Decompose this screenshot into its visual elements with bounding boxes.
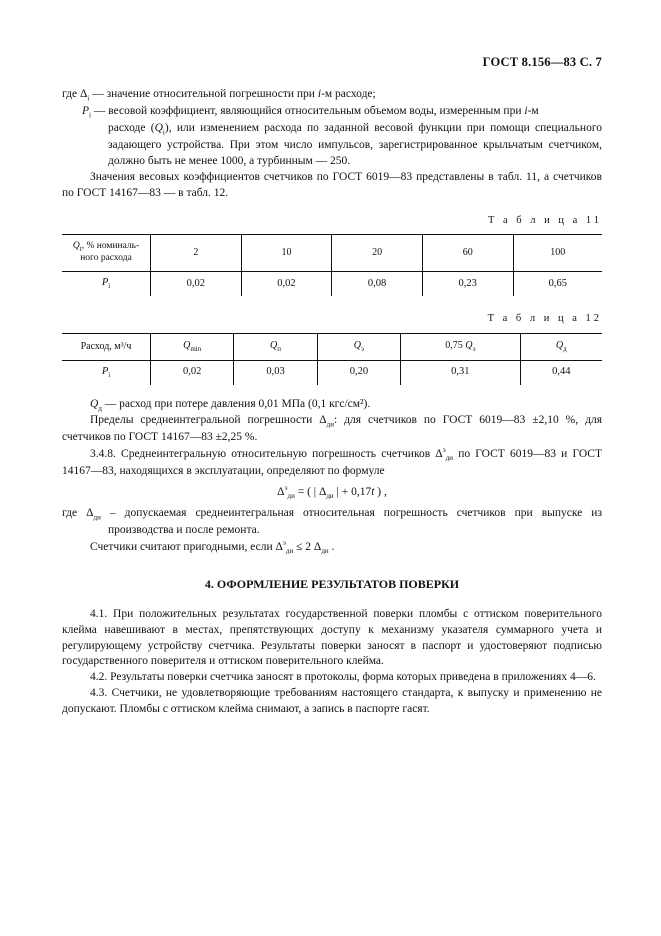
table12-col: $Q_{min}$: [151, 333, 234, 360]
table11-col: 2: [151, 235, 242, 272]
table12-cell: 0,03: [234, 360, 317, 385]
table12-cell: 0,31: [401, 360, 521, 385]
clause-4-1: 4.1. При положительных результатах государственной поверки пломбы с оттиском поверительного клейма навешивают в местах, препятствующих доступу к механизму указателя суммарного учета и регулирующему устройству счетчика. Результаты поверки заносят в паспорт и удостоверяют подписью государственного поверителя и оттиском поверительного клейма.: [62, 607, 602, 668]
table12-col: $Q_п$: [234, 333, 317, 360]
table11-cell: 0,23: [422, 272, 513, 297]
table-11: [62, 234, 602, 296]
pi-definition-cont: расходе $(Q_i)$, или изменением расхода по заданной весовой функции при помощи специального задающего устройства. При этом число импульсов, зарегистрированное крыльчатым счетчиком, должно быть не менее 1000, а турбинным — 250.: [108, 122, 602, 167]
formula: $\Delta^э_{ди}$ = ( | $\Delta_{ди}$ | + 0,17t ) ,: [277, 483, 387, 501]
fitness-condition: Счетчики считают пригодными, если $\Delta^э_{ди} \le 2$ $\Delta_{ди}$ .: [90, 538, 335, 555]
table-row: [62, 272, 602, 297]
clause-4-2: 4.2. Результаты поверки счетчика заносят в протоколы, форма которых приведена в приложениях 4—6.: [90, 671, 596, 684]
qd-definition: $Q_д$ — расход при потере давления 0,01 МПа (0,1 кгс/см²).: [90, 397, 371, 412]
section-title: 4. ОФОРМЛЕНИЕ РЕЗУЛЬТАТОВ ПОВЕРКИ: [204, 577, 460, 592]
table12-col: $Q_э$: [317, 333, 400, 360]
table11-caption: Т а б л и ц а 11: [487, 214, 602, 226]
limits-paragraph: Пределы среднеинтегральной погрешности $\Delta_{ди}$: для счетчиков по ГОСТ 6019—83 ±2,10 %, для счетчиков по ГОСТ 14167—83 ±2,25 %.: [62, 414, 602, 444]
table11-cell: 0,02: [151, 272, 242, 297]
table-12: [62, 333, 602, 385]
table11-row-label: $P_i$: [62, 272, 151, 297]
table11-col: 60: [422, 235, 513, 272]
table12-cell: 0,02: [151, 360, 234, 385]
table11-head-label: $Q_t$, % номиналь-ного расхода: [62, 235, 151, 272]
table11-cell: 0,02: [241, 272, 332, 297]
pi-definition: $P_i$ — весовой коэффициент, являющийся относительным объемом воды, измеренным при i-м: [82, 105, 539, 120]
table11-col: 10: [241, 235, 332, 272]
table12-cell: 0,20: [317, 360, 400, 385]
table12-caption: Т а б л и ц а 12: [487, 313, 602, 325]
clause-4-3: 4.3. Счетчики, не удовлетворяющие требованиям настоящего стандарта, к выпуску и применению не допускают. Пломбы с оттиском клейма снимают, а запись в паспорте гасят.: [62, 687, 602, 715]
table-row: [62, 235, 602, 272]
formula-where: где $\Delta_{ди}$ – допускаемая среднеинтегральная относительная погрешность счетчиков при выпуске из производства и после ремонта.: [62, 506, 602, 536]
table11-col: 20: [332, 235, 423, 272]
table11-col: 100: [513, 235, 602, 272]
document-page: [62, 54, 602, 718]
table12-col: $Q_д$: [520, 333, 602, 360]
delta-definition: где $\Delta_i$ — значение относительной погрешности при i-м расходе;: [62, 88, 376, 103]
table12-col: 0,75 $Q_э$: [401, 333, 521, 360]
table12-head-label: Расход, м³/ч: [62, 333, 151, 360]
page-header: ГОСТ 8.156—83 С. 7: [482, 55, 602, 69]
values-paragraph: Значения весовых коэффициентов счетчиков по ГОСТ 6019—83 представлены в табл. 11, а счетчиков по ГОСТ 14167—83 — в табл. 12.: [62, 170, 602, 199]
table12-row-label: $P_i$: [62, 360, 151, 385]
table-row: [62, 360, 602, 385]
clause-3-4-8: 3.4.8. Среднеинтегральную относительную погрешность счетчиков $\Delta^э_{ди}$ по ГОСТ 6019—83 и ГОСТ 14167—83, находящихся в эксплуатации, определяют по формуле: [62, 446, 602, 478]
table11-cell: 0,65: [513, 272, 602, 297]
table11-cell: 0,08: [332, 272, 423, 297]
table-row: [62, 333, 602, 360]
table12-cell: 0,44: [520, 360, 602, 385]
